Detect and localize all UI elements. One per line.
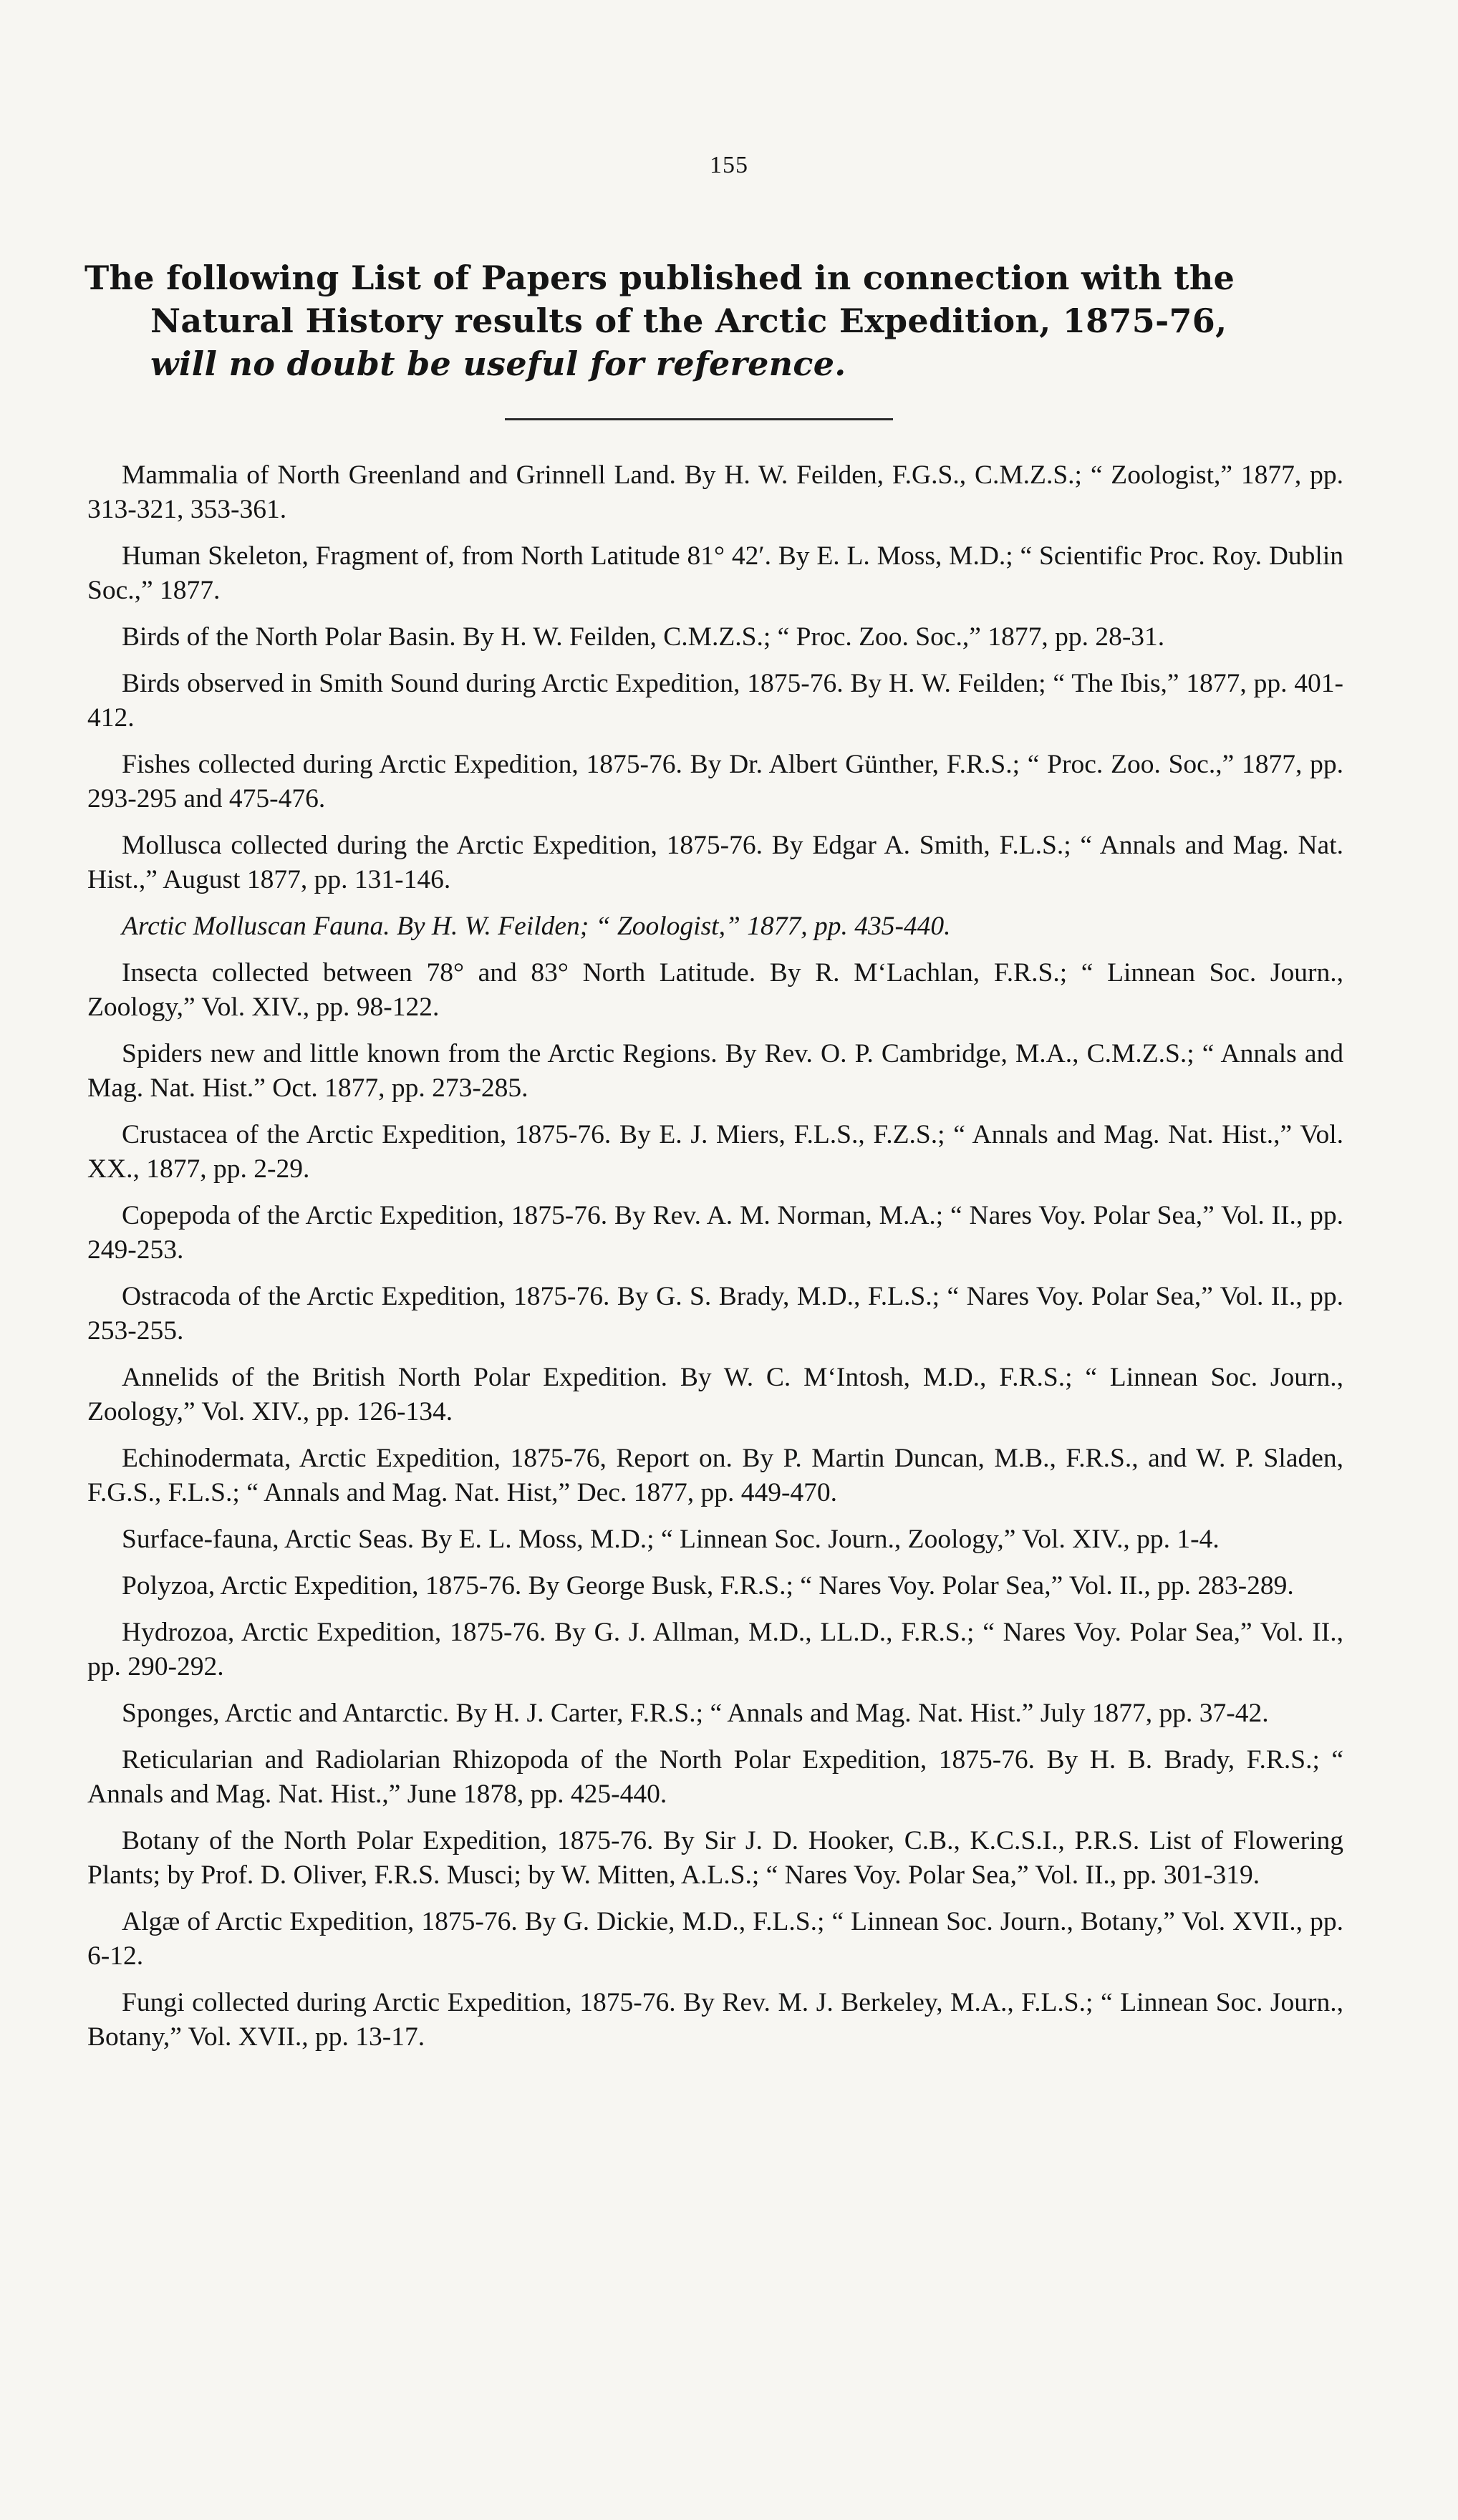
paper-entry-algae: Algæ of Arctic Expedition, 1875-76. By G. Dickie, M.D., F.L.S.; “ Linnean Soc. Journ., Botany,” Vol. XVII., pp. 6-12.	[87, 1907, 1343, 1971]
paper-list	[87, 458, 1343, 2067]
title-line-1: The following List of Papers published in connection with the	[85, 259, 1235, 297]
title-line-3	[85, 342, 1345, 385]
paper-entry-birds-polar-basin: Birds of the North Polar Basin. By H. W. Feilden, C.M.Z.S.; “ Proc. Zoo. Soc.,” 1877, pp. 28-31.	[122, 622, 1165, 652]
paper-entry-ostracoda: Ostracoda of the Arctic Expedition, 1875-76. By G. S. Brady, M.D., F.L.S.; “ Nares Voy. Polar Sea,” Vol. II., pp. 253-255.	[87, 1282, 1343, 1346]
paper-entry-polyzoa: Polyzoa, Arctic Expedition, 1875-76. By George Busk, F.R.S.; “ Nares Voy. Polar Sea,” Vol. II., pp. 283-289.	[122, 1571, 1294, 1601]
paper-entry-copepoda: Copepoda of the Arctic Expedition, 1875-76. By Rev. A. M. Norman, M.A.; “ Nares Voy. Polar Sea,” Vol. II., pp. 249-253.	[87, 1201, 1343, 1265]
paper-entry-insecta: Insecta collected between 78° and 83° North Latitude. By R. M‘Lachlan, F.R.S.; “ Linnean Soc. Journ., Zoology,” Vol. XIV., pp. 98-122.	[87, 958, 1343, 1022]
page-title	[85, 256, 1345, 385]
paper-entry-spiders: Spiders new and little known from the Arctic Regions. By Rev. O. P. Cambridge, M.A., C.M.Z.S.; “ Annals and Mag. Nat. Hist.” Oct. 1877, pp. 273-285.	[87, 1039, 1343, 1103]
paper-entry-botany: Botany of the North Polar Expedition, 1875-76. By Sir J. D. Hooker, C.B., K.C.S.I., P.R.S. List of Flowering Plants; by Prof. D. Oliver, F.R.S. Musci; by W. Mitten, A.L.S.; “ Nares Voy. Polar Sea,” Vol. II., pp. 301-319.	[87, 1826, 1343, 1890]
paper-entry-molluscan-fauna: Arctic Molluscan Fauna. By H. W. Feilden; “ Zoologist,” 1877, pp. 435-440.	[122, 912, 951, 941]
paper-entry-birds-smith-sound: Birds observed in Smith Sound during Arctic Expedition, 1875-76. By H. W. Feilden; “ The Ibis,” 1877, pp. 401-412.	[87, 669, 1343, 733]
paper-entry-hydrozoa: Hydrozoa, Arctic Expedition, 1875-76. By G. J. Allman, M.D., LL.D., F.R.S.; “ Nares Voy. Polar Sea,” Vol. II., pp. 290-292.	[87, 1618, 1343, 1681]
title-line-3-text: will no doubt be useful for reference.	[150, 344, 846, 383]
paper-entry-fungi: Fungi collected during Arctic Expedition, 1875-76. By Rev. M. J. Berkeley, M.A., F.L.S.; “ Linnean Soc. Journ., Botany,” Vol. XVII., pp. 13-17.	[87, 1988, 1343, 2052]
page-number: 155	[710, 152, 748, 178]
paper-entry-mammalia: Mammalia of North Greenland and Grinnell Land. By H. W. Feilden, F.G.S., C.M.Z.S.; “ Zoologist,” 1877, pp. 313-321, 353-361.	[87, 460, 1343, 524]
heading-divider	[505, 418, 893, 420]
paper-entry-annelids: Annelids of the British North Polar Expedition. By W. C. M‘Intosh, M.D., F.R.S.; “ Linnean Soc. Journ., Zoology,” Vol. XIV., pp. 126-134.	[87, 1363, 1343, 1426]
paper-entry-sponges: Sponges, Arctic and Antarctic. By H. J. Carter, F.R.S.; “ Annals and Mag. Nat. Hist.” July 1877, pp. 37-42.	[122, 1699, 1269, 1728]
title-line-2: Natural History results of the Arctic Expedition, 1875-76,	[150, 301, 1227, 340]
paper-entry-human-skeleton: Human Skeleton, Fragment of, from North Latitude 81° 42′. By E. L. Moss, M.D.; “ Scientific Proc. Roy. Dublin Soc.,” 1877.	[87, 541, 1343, 605]
paper-entry-surface-fauna: Surface-fauna, Arctic Seas. By E. L. Moss, M.D.; “ Linnean Soc. Journ., Zoology,” Vol. XIV., pp. 1-4.	[122, 1525, 1220, 1554]
paper-entry-fishes: Fishes collected during Arctic Expedition, 1875-76. By Dr. Albert Günther, F.R.S.; “ Proc. Zoo. Soc.,” 1877, pp. 293-295 and 475-476.	[87, 750, 1343, 814]
paper-entry-rhizopoda: Reticularian and Radiolarian Rhizopoda of the North Polar Expedition, 1875-76. By H. B. Brady, F.R.S.; “ Annals and Mag. Nat. Hist.,” June 1878, pp. 425-440.	[87, 1745, 1343, 1809]
paper-entry-mollusca: Mollusca collected during the Arctic Expedition, 1875-76. By Edgar A. Smith, F.L.S.; “ Annals and Mag. Nat. Hist.,” August 1877, pp. 131-146.	[87, 831, 1343, 894]
paper-entry-echinodermata: Echinodermata, Arctic Expedition, 1875-76, Report on. By P. Martin Duncan, M.B., F.R.S., and W. P. Sladen, F.G.S., F.L.S.; “ Annals and Mag. Nat. Hist,” Dec. 1877, pp. 449-470.	[87, 1444, 1343, 1507]
paper-entry-crustacea: Crustacea of the Arctic Expedition, 1875-76. By E. J. Miers, F.L.S., F.Z.S.; “ Annals and Mag. Nat. Hist.,” Vol. XX., 1877, pp. 2-29.	[87, 1120, 1343, 1184]
